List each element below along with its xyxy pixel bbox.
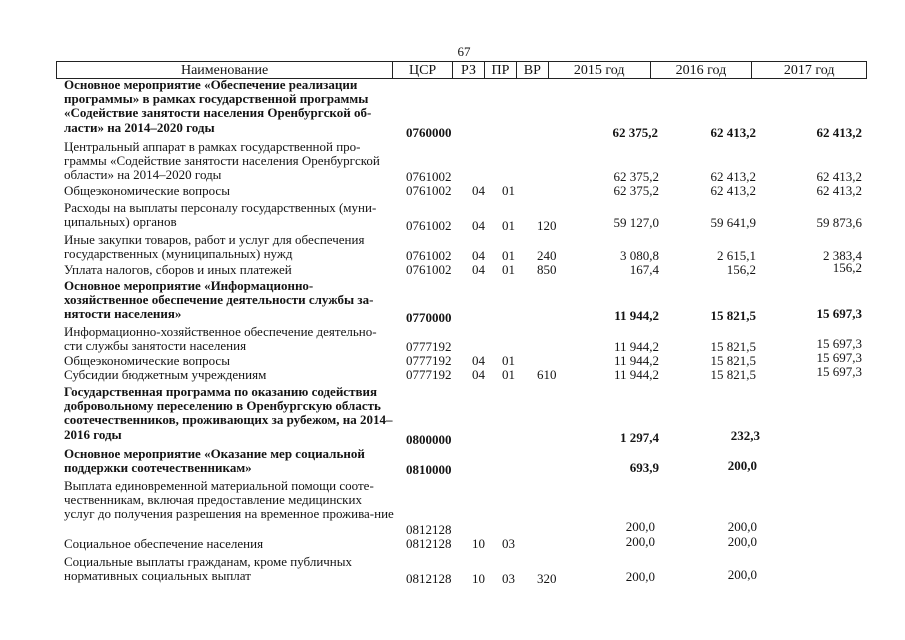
cell-pr: 01 [502, 218, 515, 233]
cell-rz: 04 [472, 248, 485, 263]
row-name: Выплата единовременной материальной помощи сооте-чественникам, включая предоставление медицинских услуг до получения разрешения на временное прожива-ние [64, 478, 394, 522]
cell-pr: 01 [502, 248, 515, 263]
row-name: Иные закупки товаров, работ и услуг для обеспечения государственных (муниципальных) нужд [64, 232, 365, 262]
cell-2016: 62 413,2 [710, 183, 756, 198]
cell-vr: 850 [537, 262, 557, 277]
cell-2015: 1 297,4 [620, 430, 659, 445]
row-name: Расходы на выплаты персоналу государственных (муни-ципальных) органов [64, 200, 377, 230]
cell-2016: 156,2 [726, 262, 756, 277]
cell-2016: 62 413,2 [710, 125, 756, 140]
table-body [0, 78, 905, 586]
cell-pr: 01 [502, 367, 515, 382]
cell-2016: 15 821,5 [710, 367, 756, 382]
cell-pr: 01 [502, 353, 515, 368]
row-name: Социальные выплаты гражданам, кроме публичных нормативных социальных выплат [64, 554, 352, 584]
header-2016: 2016 год [651, 62, 753, 78]
cell-2017: 156,2 [832, 260, 862, 275]
cell-2016: 15 821,5 [710, 339, 756, 354]
table-row [0, 201, 905, 233]
header-2017: 2017 год [783, 63, 835, 78]
cell-csr: 0761002 [406, 183, 452, 198]
cell-2016: 15 821,5 [710, 353, 756, 368]
table-row [0, 279, 905, 325]
cell-2017: 62 413,2 [816, 183, 862, 198]
row-name: Центральный аппарат в рамках государственной про-граммы «Содействие занятости населения Оренбургской области» на 2014–2020 годы [64, 139, 380, 183]
row-name: Субсидии бюджетным учреждениям [64, 367, 267, 382]
table-row [0, 447, 905, 477]
cell-csr: 0777192 [406, 339, 452, 354]
cell-2015: 200,0 [625, 534, 655, 549]
cell-2017: 62 413,2 [816, 169, 862, 184]
cell-2017: 15 697,3 [816, 336, 862, 351]
cell-2015: 167,4 [629, 262, 659, 277]
table-row [0, 78, 905, 140]
cell-rz: 04 [472, 367, 485, 382]
cell-2016: 200,0 [727, 519, 757, 534]
table-row [0, 364, 905, 382]
cell-vr: 120 [537, 218, 557, 233]
cell-pr: 03 [502, 536, 515, 551]
cell-2016: 200,0 [727, 458, 757, 473]
row-name: Основное мероприятие «Информационно-хозяйственное обеспечение деятельности службы за-нятости населения» [64, 278, 374, 322]
header-2015: 2015 год [549, 62, 651, 78]
cell-2015: 200,0 [625, 569, 655, 584]
cell-csr: 0777192 [406, 367, 452, 382]
table-row [0, 534, 905, 551]
table-row [0, 385, 905, 447]
cell-2017: 59 873,6 [816, 215, 862, 230]
cell-2015: 11 944,2 [613, 367, 659, 382]
cell-2015: 693,9 [629, 460, 659, 475]
cell-csr: 0812128 [406, 571, 452, 586]
header-name: Наименование [57, 62, 393, 78]
row-name: Основное мероприятие «Оказание мер социальной поддержки соотечественникам» [64, 446, 365, 476]
cell-csr: 0800000 [406, 432, 452, 447]
cell-2016: 15 821,5 [710, 308, 756, 323]
cell-pr: 01 [502, 183, 515, 198]
cell-2016: 62 413,2 [710, 169, 756, 184]
table-row [0, 325, 905, 354]
cell-2015: 3 080,8 [620, 248, 659, 263]
header-pr: ПР [485, 62, 517, 78]
cell-vr: 240 [537, 248, 557, 263]
row-name: Социальное обеспечение населения [64, 536, 264, 551]
cell-2015: 62 375,2 [613, 183, 659, 198]
cell-2015: 62 375,2 [612, 125, 658, 140]
cell-csr: 0812128 [406, 536, 452, 551]
table-row [0, 260, 905, 277]
cell-rz: 04 [472, 353, 485, 368]
row-name: Государственная программа по оказанию содействия добровольному переселению в Оренбургскую область соотечественников, проживающих за рубежом, на 2014–2016 годы [64, 384, 393, 442]
cell-rz: 04 [472, 183, 485, 198]
page-number: 67 [457, 44, 471, 59]
table-row [0, 555, 905, 586]
cell-2017: 15 697,3 [816, 364, 862, 379]
cell-2016: 59 641,9 [710, 215, 756, 230]
cell-vr: 320 [537, 571, 557, 586]
table-row [0, 233, 905, 263]
table-row [0, 140, 905, 184]
cell-2016: 232,3 [730, 428, 760, 443]
row-name: Основное мероприятие «Обеспечение реализации программы» в рамках государственной программы «Содействие занятости населения Оренбургской об-ласти» на 2014–2020 годы [64, 77, 372, 135]
cell-csr: 0810000 [406, 462, 452, 477]
table-row [0, 479, 905, 537]
cell-2016: 200,0 [727, 567, 757, 582]
header-csr: ЦСР [393, 62, 453, 78]
cell-pr: 03 [502, 571, 515, 586]
row-name: Общеэкономические вопросы [64, 353, 230, 368]
cell-csr: 0777192 [406, 353, 452, 368]
cell-csr: 0812128 [406, 522, 452, 537]
cell-rz: 04 [472, 262, 485, 277]
cell-2016: 2 615,1 [717, 248, 756, 263]
row-name: Информационно-хозяйственное обеспечение деятельно-сти службы занятости населения [64, 324, 377, 354]
cell-2016: 200,0 [727, 534, 757, 549]
cell-2015: 11 944,2 [613, 339, 659, 354]
cell-csr: 0761002 [406, 248, 452, 263]
cell-2017: 62 413,2 [816, 125, 862, 140]
cell-rz: 10 [472, 571, 485, 586]
cell-2015: 11 944,2 [614, 308, 659, 323]
cell-csr: 0761002 [406, 218, 452, 233]
table-row [0, 350, 905, 368]
cell-2015: 62 375,2 [613, 169, 659, 184]
cell-2015: 59 127,0 [613, 215, 659, 230]
cell-2017: 2 383,4 [823, 248, 862, 263]
cell-2017: 15 697,3 [816, 306, 862, 321]
cell-rz: 04 [472, 218, 485, 233]
cell-csr: 0770000 [406, 310, 452, 325]
table-row [0, 184, 905, 198]
header-vr: ВР [517, 62, 549, 78]
row-name: Общеэкономические вопросы [64, 183, 230, 198]
header-rz: РЗ [453, 62, 485, 78]
cell-rz: 10 [472, 536, 485, 551]
row-name: Уплата налогов, сборов и иных платежей [64, 262, 292, 277]
cell-pr: 01 [502, 262, 515, 277]
cell-csr: 0761002 [406, 262, 452, 277]
cell-vr: 610 [537, 367, 557, 382]
cell-2015: 11 944,2 [613, 353, 659, 368]
cell-csr: 0761002 [406, 169, 452, 184]
cell-2017: 15 697,3 [816, 350, 862, 365]
cell-csr: 0760000 [406, 125, 452, 140]
cell-2015: 200,0 [625, 519, 655, 534]
